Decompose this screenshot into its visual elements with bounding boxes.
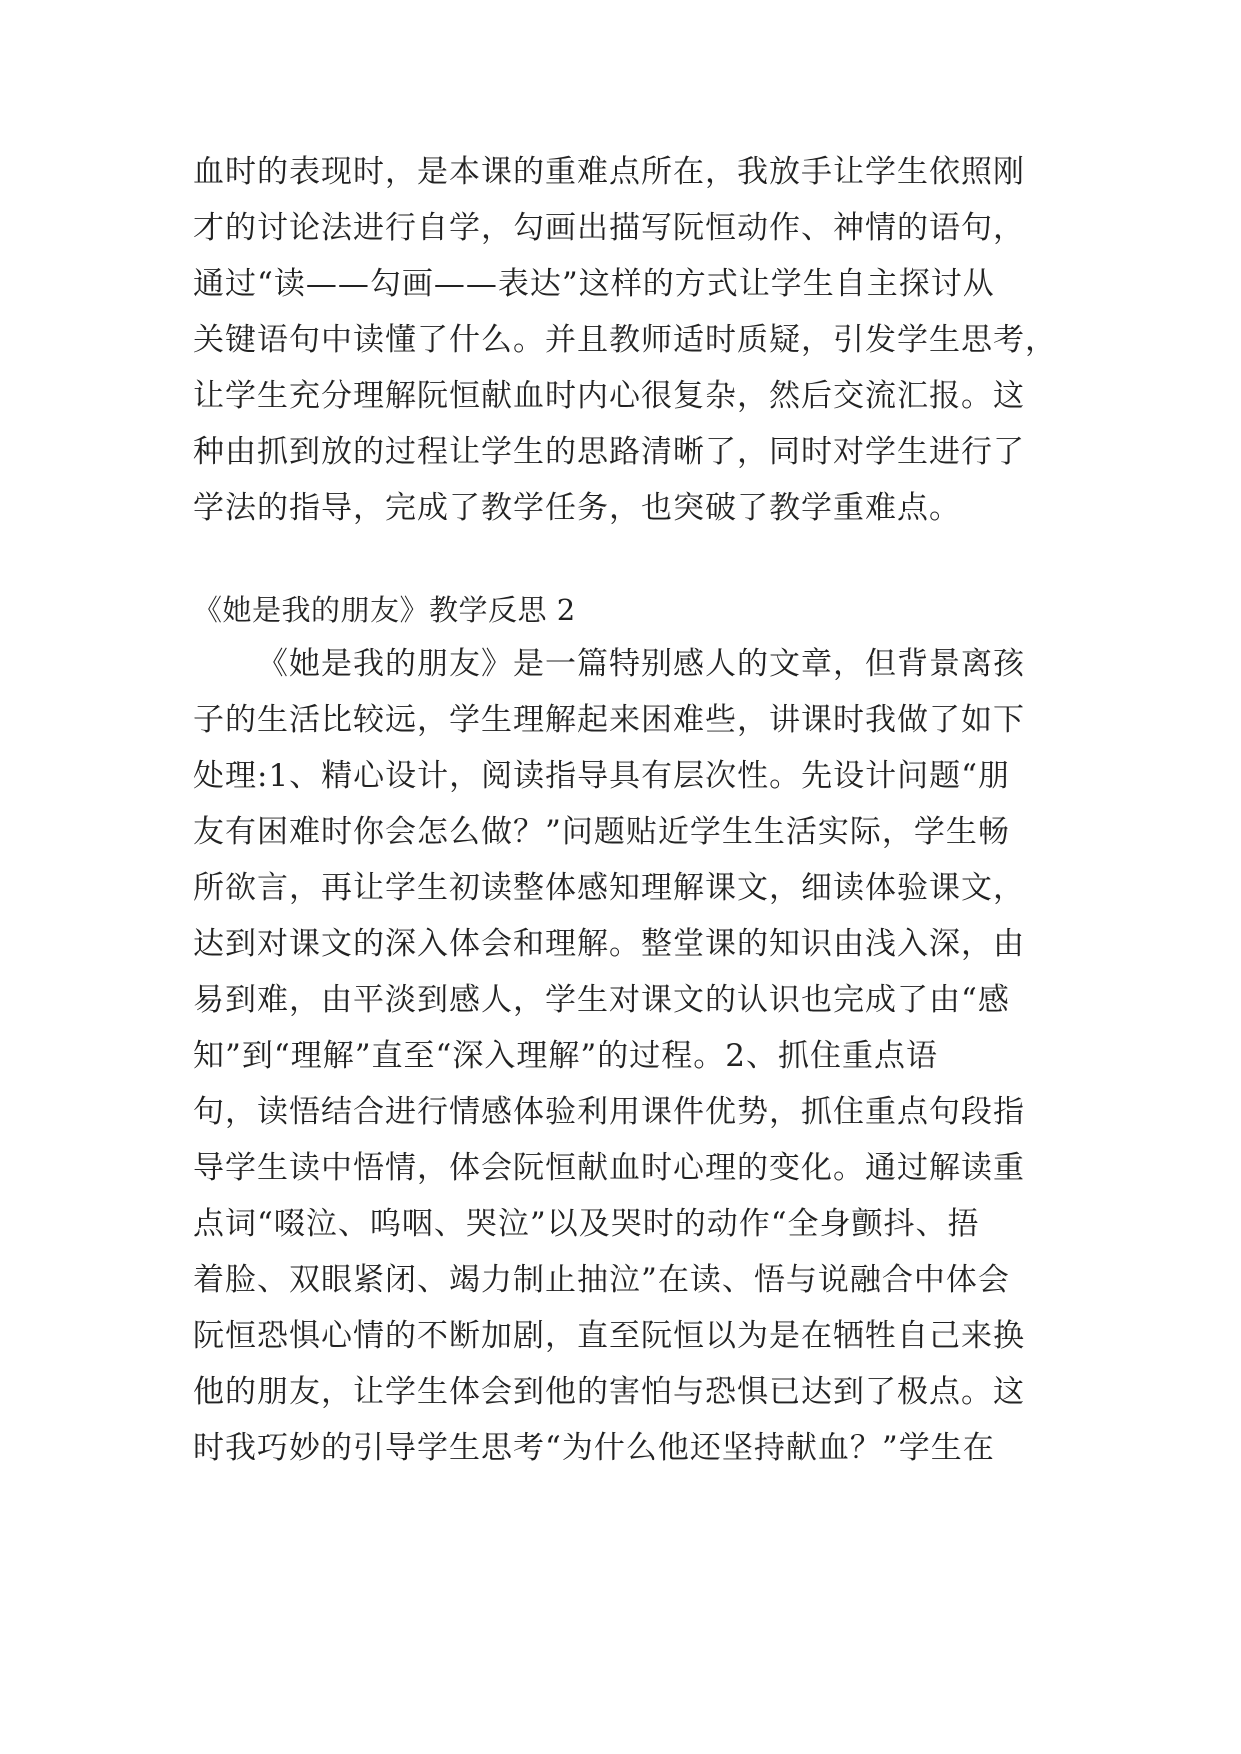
paragraph-line: 点词“啜泣、呜咽、哭泣”以及哭时的动作“全身颤抖、捂 bbox=[193, 1206, 980, 1242]
paragraph-line: 才的讨论法进行自学，勾画出描写阮恒动作、神情的语句， bbox=[193, 210, 1025, 246]
paragraph-line: 通过“读——勾画——表达”这样的方式让学生自主探讨从 bbox=[193, 266, 995, 302]
paragraph-line: 句，读悟结合进行情感体验利用课件优势，抓住重点句段指 bbox=[193, 1094, 1025, 1130]
paragraph-line: 他的朋友，让学生体会到他的害怕与恐惧已达到了极点。这 bbox=[193, 1374, 1025, 1410]
paragraph-line: 着脸、双眼紧闭、竭力制止抽泣”在读、悟与说融合中体会 bbox=[193, 1262, 1010, 1298]
paragraph-line: 关键语句中读懂了什么。并且教师适时质疑，引发学生思考， bbox=[193, 322, 1057, 358]
paragraph-line: 让学生充分理解阮恒献血时内心很复杂，然后交流汇报。这 bbox=[193, 378, 1025, 414]
paragraph-line: 《她是我的朋友》是一篇特别感人的文章，但背景离孩 bbox=[257, 646, 1025, 682]
paragraph-line: 所欲言，再让学生初读整体感知理解课文，细读体验课文， bbox=[193, 870, 1025, 906]
paragraph-line: 知”到“理解”直至“深入理解”的过程。2、抓住重点语 bbox=[193, 1038, 938, 1074]
paragraph-line: 子的生活比较远，学生理解起来困难些，讲课时我做了如下 bbox=[193, 702, 1025, 738]
paragraph-line: 种由抓到放的过程让学生的思路清晰了，同时对学生进行了 bbox=[193, 434, 1025, 470]
paragraph-line: 时我巧妙的引导学生思考“为什么他还坚持献血？”学生在 bbox=[193, 1430, 995, 1466]
paragraph-line: 学法的指导，完成了教学任务，也突破了教学重难点。 bbox=[193, 490, 961, 526]
paragraph-line: 阮恒恐惧心情的不断加剧，直至阮恒以为是在牺牲自己来换 bbox=[193, 1318, 1025, 1354]
paragraph-line: 友有困难时你会怎么做？”问题贴近学生生活实际，学生畅 bbox=[193, 814, 1010, 850]
section-heading: 《她是我的朋友》教学反思 2 bbox=[193, 593, 576, 627]
paragraph-line: 处理:1、精心设计，阅读指导具有层次性。先设计问题“朋 bbox=[193, 758, 1011, 794]
paragraph-line: 易到难，由平淡到感人，学生对课文的认识也完成了由“感 bbox=[193, 982, 1010, 1018]
paragraph-line: 血时的表现时，是本课的重难点所在，我放手让学生依照刚 bbox=[193, 154, 1025, 190]
paragraph-line: 导学生读中悟情，体会阮恒献血时心理的变化。通过解读重 bbox=[193, 1150, 1025, 1186]
paragraph-line: 达到对课文的深入体会和理解。整堂课的知识由浅入深，由 bbox=[193, 926, 1025, 962]
